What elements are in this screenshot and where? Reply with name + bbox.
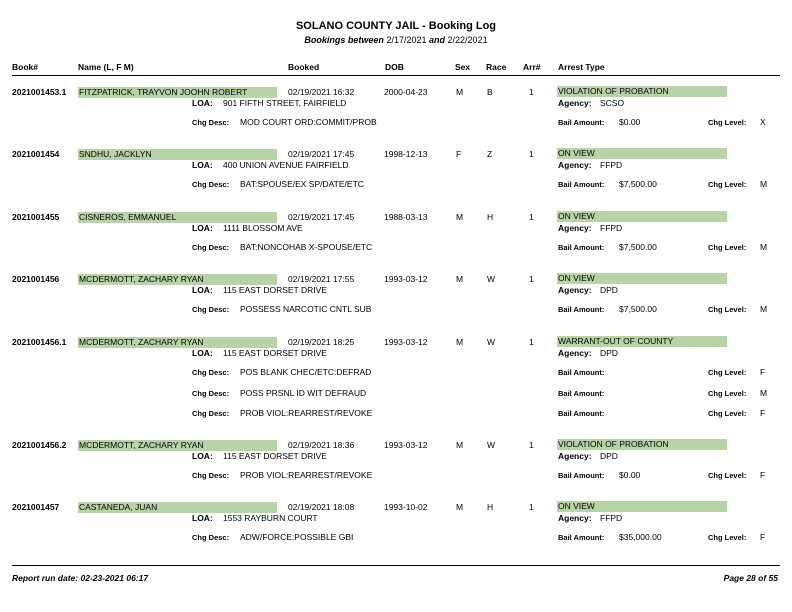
loa-value: 400 UNION AVENUE FAIRFIELD [223,160,349,170]
agency-value: DPD [600,348,618,358]
arrest-type: ON VIEW [557,273,727,284]
bail-amount-label: Bail Amount: [558,389,605,398]
arrest-number: 1 [529,274,534,284]
header-divider [12,75,780,76]
charge-description: BAT:SPOUSE/EX SP/DATE/ETC [240,179,364,189]
chg-desc-label: Chg Desc: [192,409,230,418]
chg-desc-label: Chg Desc: [192,368,230,377]
race: W [487,274,496,284]
bail-amount: $7,500.00 [619,242,657,252]
agency-label: Agency: [558,513,592,523]
chg-desc-label: Chg Desc: [192,118,230,127]
charge-description: PROB VIOL:REARREST/REVOKE [240,408,373,418]
bail-amount-label: Bail Amount: [558,180,605,189]
book-number: 2021001456.1 [12,337,67,347]
charge-level: F [760,408,766,418]
bail-amount: $7,500.00 [619,179,657,189]
loa-label: LOA: [192,513,213,523]
inmate-name: MCDERMOTT, ZACHARY RYAN [78,440,277,451]
col-header-arr: Arr# [523,62,541,72]
bail-amount-label: Bail Amount: [558,305,605,314]
inmate-name: MCDERMOTT, ZACHARY RYAN [78,337,277,348]
loa-value: 115 EAST DORSET DRIVE [223,451,327,461]
chg-desc-label: Chg Desc: [192,533,230,542]
chg-level-label: Chg Level: [708,243,747,252]
charge-level: F [760,532,766,542]
book-number: 2021001457 [12,502,60,512]
loa-label: LOA: [192,160,213,170]
loa-label: LOA: [192,451,213,461]
charge-description: ADW/FORCE:POSSIBLE GBI [240,532,354,542]
arrest-type: ON VIEW [557,501,727,512]
bail-amount: $0.00 [619,117,641,127]
arrest-type: ON VIEW [557,148,727,159]
agency-value: DPD [600,285,618,295]
booked-datetime: 02/19/2021 16:32 [288,87,355,97]
start-date: 2/17/2021 [386,35,427,45]
chg-desc-label: Chg Desc: [192,180,230,189]
agency-label: Agency: [558,98,592,108]
chg-desc-label: Chg Desc: [192,243,230,252]
sex: M [456,212,464,222]
inmate-name: MCDERMOTT, ZACHARY RYAN [78,274,277,285]
report-subtitle [0,35,792,45]
booked-datetime: 02/19/2021 18:36 [288,440,355,450]
bail-amount-label: Bail Amount: [558,243,605,252]
loa-value: 1111 BLOSSOM AVE [223,223,303,233]
date-of-birth: 1993-03-12 [384,337,428,347]
charge-level: M [760,242,768,252]
inmate-name: CASTANEDA, JUAN [78,502,277,513]
arrest-number: 1 [529,502,534,512]
arrest-number: 1 [529,212,534,222]
bail-amount-label: Bail Amount: [558,471,605,480]
chg-level-label: Chg Level: [708,180,747,189]
loa-value: 1553 RAYBURN COURT [223,513,318,523]
bail-amount-label: Bail Amount: [558,533,605,542]
charge-description: POSS PRSNL ID WIT DEFRAUD [240,388,367,398]
col-header-race: Race [486,62,507,72]
col-header-arrest-type: Arrest Type [558,62,605,72]
chg-desc-label: Chg Desc: [192,389,230,398]
book-number: 2021001455 [12,212,60,222]
sex: M [456,274,464,284]
loa-label: LOA: [192,285,213,295]
bail-amount: $0.00 [619,470,641,480]
charge-level: F [760,367,766,377]
charge-description: MOD COURT ORD:COMMIT/PROB [240,117,377,127]
subtitle-and: and [429,35,446,45]
arrest-number: 1 [529,87,534,97]
run-date-label: Report run date: [12,573,79,583]
agency-label: Agency: [558,223,592,233]
charge-level: M [760,179,768,189]
race: H [487,502,494,512]
chg-level-label: Chg Level: [708,389,747,398]
col-header-sex: Sex [455,62,471,72]
agency-label: Agency: [558,348,592,358]
charge-level: F [760,470,766,480]
booked-datetime: 02/19/2021 18:08 [288,502,355,512]
arrest-number: 1 [529,149,534,159]
arrest-type: ON VIEW [557,211,727,222]
loa-value: 901 FIFTH STREET, FAIRFIELD [223,98,347,108]
bail-amount-label: Bail Amount: [558,368,605,377]
charge-level: M [760,304,768,314]
sex: M [456,440,464,450]
date-of-birth: 1988-03-13 [384,212,428,222]
booking-record [0,337,792,417]
chg-level-label: Chg Level: [708,118,747,127]
sex: M [456,337,464,347]
agency-value: FFPD [600,223,623,233]
date-of-birth: 1993-03-12 [384,274,428,284]
chg-desc-label: Chg Desc: [192,471,230,480]
booked-datetime: 02/19/2021 18:25 [288,337,355,347]
race: Z [487,149,493,159]
loa-label: LOA: [192,98,213,108]
arrest-number: 1 [529,337,534,347]
charge-level: X [760,117,766,127]
col-header-dob: DOB [385,62,404,72]
inmate-name: CISNEROS, EMMANUEL [78,212,277,223]
chg-level-label: Chg Level: [708,305,747,314]
bail-amount: $7,500.00 [619,304,657,314]
booked-datetime: 02/19/2021 17:45 [288,149,355,159]
book-number: 2021001456.2 [12,440,67,450]
date-of-birth: 1993-10-02 [384,502,428,512]
col-header-name: Name (L, F M) [78,62,134,72]
race: W [487,440,496,450]
booked-datetime: 02/19/2021 17:55 [288,274,355,284]
agency-label: Agency: [558,451,592,461]
sex: F [456,149,462,159]
booked-datetime: 02/19/2021 17:45 [288,212,355,222]
chg-level-label: Chg Level: [708,409,747,418]
col-header-booked: Booked [288,62,320,72]
loa-value: 115 EAST DORSET DRIVE [223,285,327,295]
bail-amount-label: Bail Amount: [558,118,605,127]
bail-amount-label: Bail Amount: [558,409,605,418]
loa-label: LOA: [192,223,213,233]
arrest-number: 1 [529,440,534,450]
agency-value: FFPD [600,160,623,170]
subtitle-prefix: Bookings between [304,35,384,45]
charge-description: POS BLANK CHEC/ETC:DEFRAD [240,367,372,377]
charge-description: POSSESS NARCOTIC CNTL SUB [240,304,372,314]
page-number: Page 28 of 55 [723,573,778,583]
charge-description: BAT:NONCOHAB X-SPOUSE/ETC [240,242,373,252]
loa-label: LOA: [192,348,213,358]
inmate-name: SNDHU, JACKLYN [78,149,277,160]
chg-level-label: Chg Level: [708,533,747,542]
agency-value: DPD [600,451,618,461]
end-date: 2/22/2021 [447,35,488,45]
footer-divider [12,565,780,566]
report-title: SOLANO COUNTY JAIL - Booking Log [295,20,497,32]
bail-amount: $35,000.00 [619,532,662,542]
race: H [487,212,494,222]
arrest-type: VIOLATION OF PROBATION [557,86,727,97]
charge-level: M [760,388,768,398]
run-date-value: 02-23-2021 06:17 [80,573,149,583]
sex: M [456,87,464,97]
loa-value: 115 EAST DORSET DRIVE [223,348,327,358]
agency-label: Agency: [558,285,592,295]
agency-value: FFPD [600,513,623,523]
report-run-date [12,573,148,583]
col-header-book: Book# [12,62,38,72]
agency-label: Agency: [558,160,592,170]
chg-level-label: Chg Level: [708,368,747,377]
book-number: 2021001453.1 [12,87,67,97]
date-of-birth: 2000-04-23 [384,87,428,97]
date-of-birth: 1993-03-12 [384,440,428,450]
arrest-type: VIOLATION OF PROBATION [557,439,727,450]
agency-value: SCSO [600,98,625,108]
sex: M [456,502,464,512]
arrest-type: WARRANT-OUT OF COUNTY [557,336,727,347]
date-of-birth: 1998-12-13 [384,149,428,159]
booking-record [0,502,792,582]
inmate-name: FITZPATRICK, TRAYVON JOOHN ROBERT [78,87,277,98]
charge-description: PROB VIOL:REARREST/REVOKE [240,470,373,480]
chg-level-label: Chg Level: [708,471,747,480]
race: B [487,87,493,97]
book-number: 2021001454 [12,149,60,159]
book-number: 2021001456 [12,274,60,284]
race: W [487,337,496,347]
chg-desc-label: Chg Desc: [192,305,230,314]
